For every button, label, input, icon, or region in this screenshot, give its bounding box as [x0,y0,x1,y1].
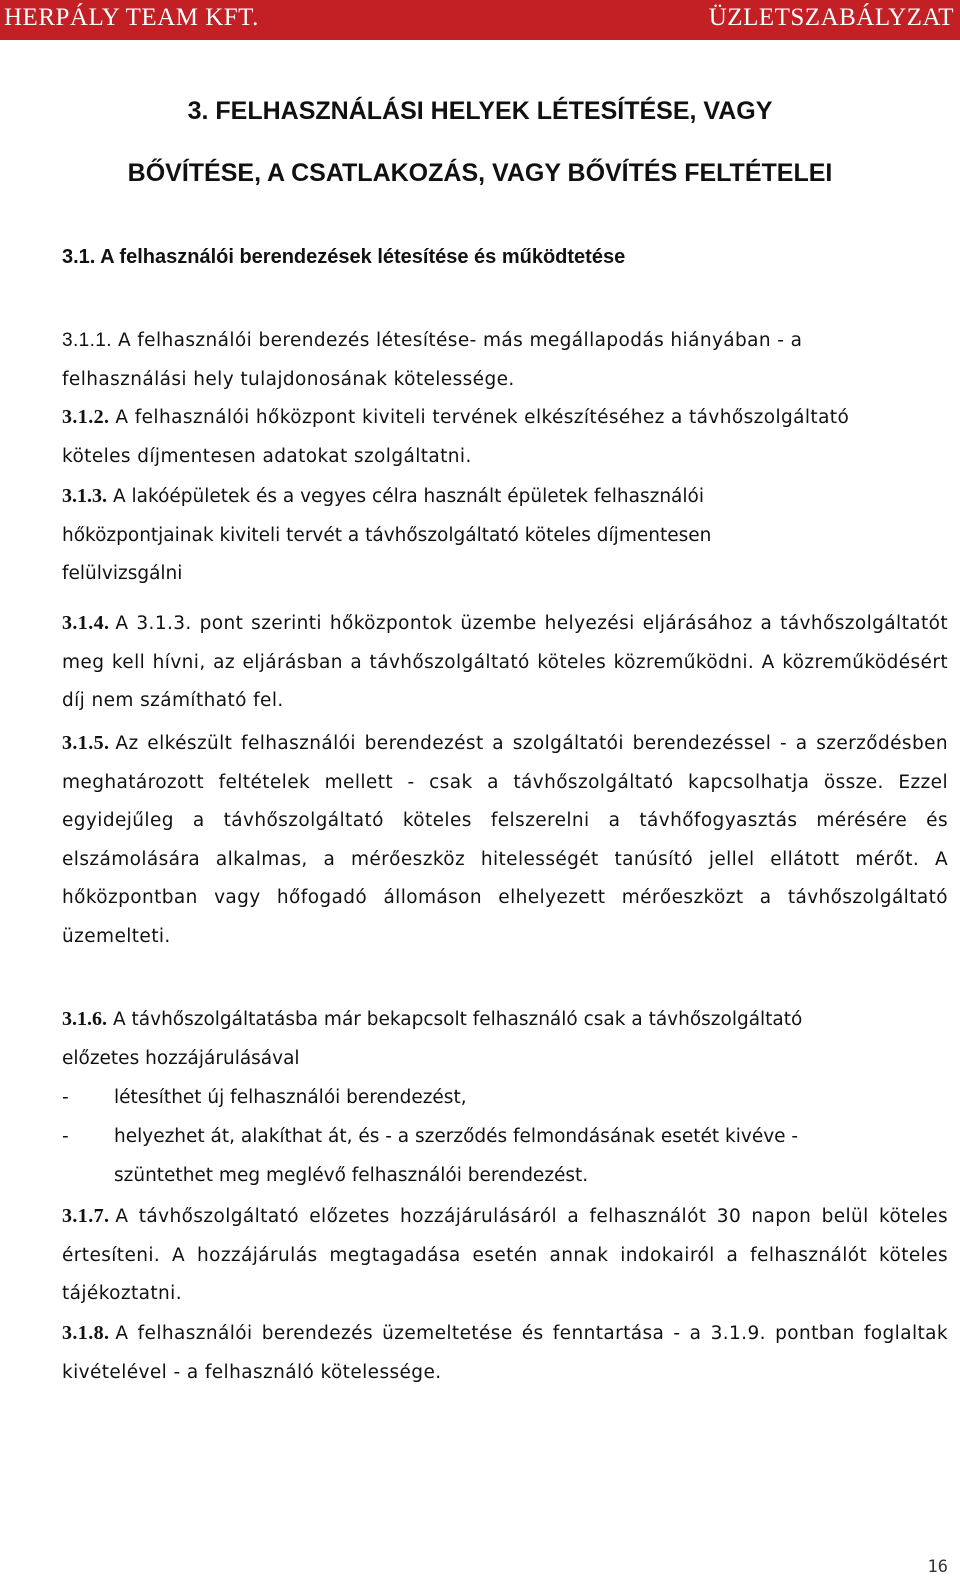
chapter-title-line-2: BŐVÍTÉSE, A CSATLAKOZÁS, VAGY BŐVÍTÉS FELTÉTELEI [127,159,833,187]
list-item-continuation: szüntethet meg meglévő felhasználói berendezést. [114,1164,589,1186]
paragraph-text: A lakóépületek és a vegyes célra használt épületek felhasználói [113,486,704,507]
paragraph-3-1-3 [62,477,948,594]
chapter-title-line-1: 3. FELHASZNÁLÁSI HELYEK LÉTESÍTÉSE, VAGY [187,97,773,125]
paragraph-number: 3.1.8. [62,1322,110,1344]
list-item-text: helyezhet át, alakíthat át, és - a szerződés felmondásának esetét kivéve - [114,1126,799,1147]
paragraph-text: A távhőszolgáltató előzetes hozzájárulásáról a felhasználót 30 napon belül köteles értesíteni. A hozzájárulás megtagadása esetén annak indokairól a felhasználót köteles tájékoztatni. [62,1206,948,1304]
document-name: ÜZLETSZABÁLYZAT [708,4,954,31]
page-number: 16 [927,1557,948,1577]
list-dash: - [62,1126,69,1147]
paragraph-3-1-1 [62,322,948,399]
paragraph-number: 3.1.7. [62,1205,110,1227]
paragraph-3-1-7 [62,1197,948,1314]
paragraph-text: A 3.1.3. pont szerinti hőközpontok üzembe helyezési eljárásához a távhőszolgáltatót meg kell hívni, az eljárásban a távhőszolgáltató köteles közreműködni. A közreműködésért díj nem számítható fel. [62,613,948,711]
section-title: 3.1. A felhasználói berendezések létesítése és működtetése [62,246,626,268]
paragraph-3-1-2 [62,398,948,476]
list-item [62,1118,942,1195]
paragraph-text: hőközpontjainak kiviteli tervét a távhőszolgáltató köteles díjmentesen [62,524,712,546]
paragraph-number: 3.1.3. [62,485,107,507]
paragraph-text: felülvizsgálni [62,563,183,584]
paragraph-3-1-4 [62,604,948,721]
list-dash: - [62,1087,69,1108]
paragraph-3-1-6 [62,1000,948,1078]
paragraph-number: 3.1.4. [62,612,110,634]
paragraph-text: A felhasználói berendezés üzemeltetése és fenntartása - a 3.1.9. pontban foglaltak kivételével - a felhasználó kötelessége. [62,1323,948,1383]
paragraph-text: A felhasználói hőközpont kiviteli tervének elkészítéséhez a távhőszolgáltató [115,407,850,428]
paragraph-number: 3.1.1. [62,330,112,351]
company-name: HERPÁLY TEAM KFT. [4,4,259,31]
paragraph-text: Az elkészült felhasználói berendezést a szolgáltatói berendezéssel - a szerződésben meghatározott feltételek mellett - csak a távhőszolgáltató kapcsolhatja össze. Ezzel egyidejűleg a távhőszolgáltató köteles felszerelni a távhőfogyasztás mérésére és elszámolására alkalmas, a mérőeszköz hitelességét tanúsító jellel ellátott mérőt. A hőközpontban vagy hőfogadó állomáson elhelyezett mérőeszközt a távhőszolgáltató üzemelteti. [62,733,948,947]
paragraph-number: 3.1.6. [62,1008,107,1030]
paragraph-number: 3.1.5. [62,732,110,754]
paragraph-text: A felhasználói berendezés létesítése- más megállapodás hiányában - a [117,330,803,351]
paragraph-3-1-5 [62,724,948,956]
paragraph-text: köteles díjmentesen adatokat szolgáltatni. [62,445,472,467]
paragraph-number: 3.1.2. [62,406,110,428]
paragraph-3-1-8 [62,1314,948,1392]
paragraph-text: felhasználási hely tulajdonosának kötelessége. [62,368,515,390]
list-item-text: létesíthet új felhasználói berendezést, [114,1087,467,1108]
chapter-title [0,80,960,204]
list-item [62,1079,942,1118]
paragraph-text: előzetes hozzájárulásával [62,1047,300,1069]
paragraph-text: A távhőszolgáltatásba már bekapcsolt felhasználó csak a távhőszolgáltató [113,1009,803,1030]
page-header [0,0,960,40]
